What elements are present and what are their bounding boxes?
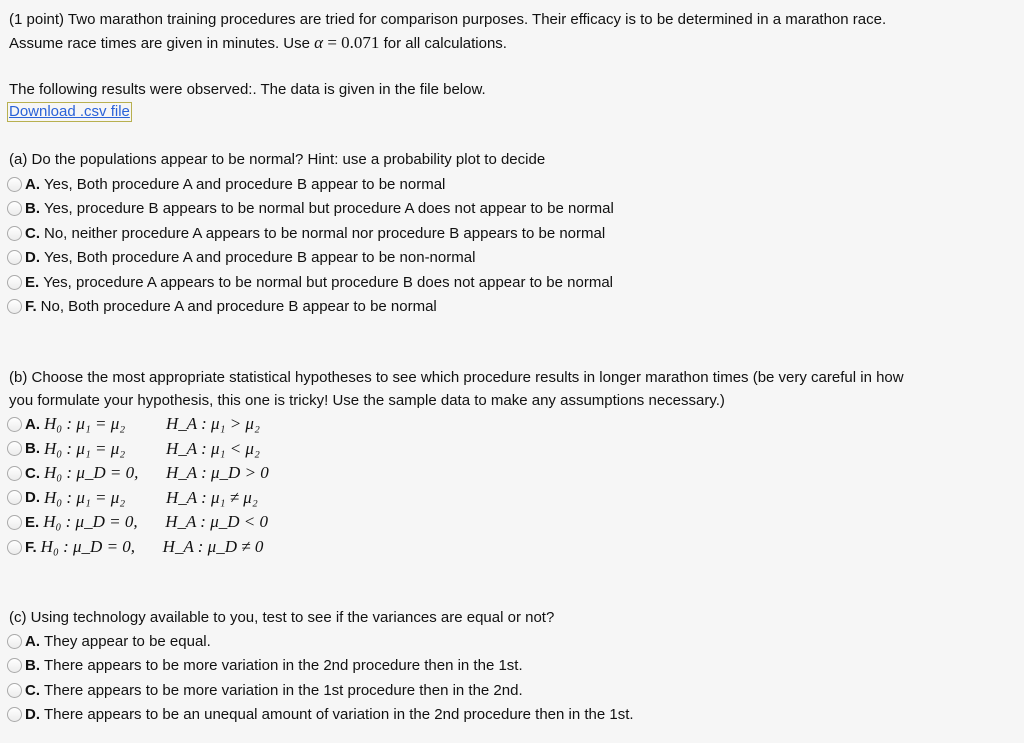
part-b-option-e[interactable] (7, 511, 268, 533)
option-text: They appear to be equal. (44, 632, 211, 650)
intro-line-1: (1 point) Two marathon training procedures are tried for comparison purposes. Their efficacy is to be determined in a marathon race. (9, 11, 887, 28)
option-label: B. (25, 440, 40, 458)
alternative-hypothesis: H_A : μ₁ < μ₂ (166, 438, 260, 458)
radio-button[interactable] (7, 540, 22, 555)
alpha-value: = 0.071 (323, 33, 380, 52)
option-text: There appears to be more variation in the 2nd procedure then in the 1st. (44, 657, 523, 674)
option-label: D. (25, 706, 40, 723)
alternative-hypothesis: H_A : μ_D > 0 (166, 463, 269, 483)
alternative-hypothesis: H_A : μ₁ ≠ μ₂ (166, 487, 258, 507)
option-label: F. (25, 298, 37, 315)
radio-button[interactable] (7, 634, 22, 649)
option-label: C. (25, 681, 40, 699)
part-b-question-line-2: you formulate your hypothesis, this one is tricky! Use the sample data to make any assumptions necessary.) (9, 392, 725, 409)
option-text: No, neither procedure A appears to be normal nor procedure B appears to be normal (44, 224, 606, 242)
part-c-option-d[interactable] (7, 704, 634, 726)
alternative-hypothesis: H_A : μ_D ≠ 0 (162, 537, 264, 556)
part-c-option-a[interactable] (7, 630, 211, 652)
option-text: Yes, Both procedure A and procedure B appear to be non-normal (44, 249, 476, 266)
part-a-option-a[interactable] (7, 173, 445, 195)
option-label: D. (25, 489, 40, 507)
option-text: There appears to be an unequal amount of variation in the 2nd procedure then in the 1st. (44, 706, 634, 723)
null-hypothesis: H₀ : μ_D = 0, (40, 537, 136, 556)
radio-button[interactable] (7, 275, 22, 290)
option-label: B. (25, 657, 40, 674)
option-text: Yes, procedure A appears to be normal but procedure B does not appear to be normal (43, 273, 614, 291)
option-text: Yes, procedure B appears to be normal but procedure A does not appear to be normal (44, 200, 614, 217)
option-label: E. (25, 273, 40, 291)
part-a-option-f[interactable] (7, 296, 437, 318)
alpha-symbol: α (314, 33, 324, 52)
radio-button[interactable] (7, 683, 22, 698)
intro-text: Assume race times are given in minutes. Use (9, 35, 315, 52)
radio-button[interactable] (7, 466, 22, 481)
radio-button[interactable] (7, 490, 22, 505)
option-label: F. (25, 538, 37, 556)
intro-text-end: for all calculations. (379, 35, 507, 52)
radio-button[interactable] (7, 299, 22, 314)
part-b-option-f[interactable] (7, 536, 263, 558)
radio-button[interactable] (7, 201, 22, 216)
null-hypothesis: H₀ : μ_D = 0, (43, 512, 138, 532)
part-a-option-c[interactable] (7, 222, 605, 244)
part-a-option-b[interactable] (7, 198, 614, 220)
null-hypothesis: H₀ : μ₁ = μ₂ (44, 414, 126, 433)
radio-button[interactable] (7, 707, 22, 722)
radio-button[interactable] (7, 515, 22, 530)
part-c-question: (c) Using technology available to you, test to see if the variances are equal or not? (9, 609, 555, 626)
option-label: C. (25, 464, 40, 482)
radio-button[interactable] (7, 417, 22, 432)
part-a-option-e[interactable] (7, 271, 613, 293)
null-hypothesis: H₀ : μ₁ = μ₂ (44, 487, 126, 507)
option-label: D. (25, 249, 40, 266)
alternative-hypothesis: H_A : μ₁ > μ₂ (166, 414, 260, 433)
part-c-option-c[interactable] (7, 679, 523, 701)
option-text: There appears to be more variation in the 1st procedure then in the 2nd. (44, 681, 523, 699)
radio-button[interactable] (7, 177, 22, 192)
part-b-question-line-1: (b) Choose the most appropriate statistical hypotheses to see which procedure results in longer marathon times (be very careful in how (9, 369, 904, 386)
intro-line-3: The following results were observed:. The data is given in the file below. (9, 81, 486, 98)
option-text: Yes, Both procedure A and procedure B appear to be normal (44, 175, 446, 193)
option-label: B. (25, 200, 40, 217)
option-label: A. (25, 415, 40, 433)
option-label: C. (25, 224, 40, 242)
option-label: E. (25, 513, 40, 531)
intro-line-2 (9, 33, 507, 54)
radio-button[interactable] (7, 226, 22, 241)
null-hypothesis: H₀ : μ₁ = μ₂ (44, 438, 126, 458)
radio-button[interactable] (7, 250, 22, 265)
part-b-option-a[interactable] (7, 413, 260, 435)
part-b-option-d[interactable] (7, 487, 258, 509)
radio-button[interactable] (7, 441, 22, 456)
option-text: No, Both procedure A and procedure B appear to be normal (40, 298, 437, 315)
null-hypothesis: H₀ : μ_D = 0, (44, 463, 139, 483)
radio-button[interactable] (7, 658, 22, 673)
download-csv-link[interactable]: Download .csv file (9, 103, 130, 120)
option-label: A. (25, 632, 40, 650)
part-c-option-b[interactable] (7, 655, 523, 677)
part-a-option-d[interactable] (7, 247, 475, 269)
option-label: A. (25, 175, 40, 193)
part-b-option-b[interactable] (7, 438, 260, 460)
part-a-question: (a) Do the populations appear to be normal? Hint: use a probability plot to decide (9, 151, 546, 168)
alternative-hypothesis: H_A : μ_D < 0 (165, 512, 268, 532)
part-b-option-c[interactable] (7, 462, 269, 484)
